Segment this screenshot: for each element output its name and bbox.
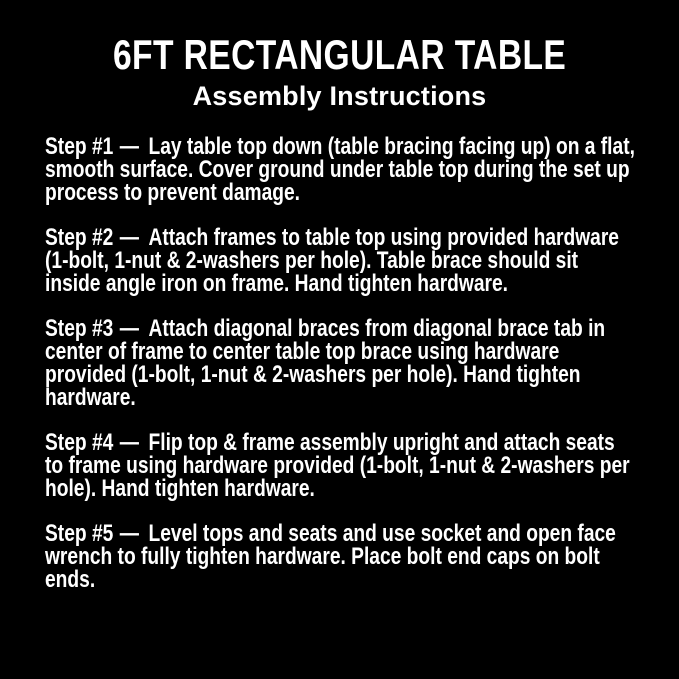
step-5-dash: — bbox=[119, 520, 139, 547]
step-2-dash: — bbox=[119, 224, 139, 251]
step-5-label: Step #5 bbox=[45, 520, 114, 547]
step-3 bbox=[45, 317, 637, 409]
step-3-label: Step #3 bbox=[45, 315, 114, 342]
step-4-dash: — bbox=[119, 429, 139, 456]
step-1-label: Step #1 bbox=[45, 133, 114, 160]
step-4-label: Step #4 bbox=[45, 429, 114, 456]
step-1-text: Lay table top down (table bracing facing up) on a flat, smooth surface. Cover ground under table top during the set up process to prevent damage. bbox=[45, 133, 635, 206]
step-3-dash: — bbox=[119, 315, 139, 342]
step-1-dash: — bbox=[119, 133, 139, 160]
page-subtitle: Assembly Instructions bbox=[192, 81, 487, 111]
step-5 bbox=[45, 522, 637, 591]
steps-list bbox=[45, 135, 637, 591]
step-3-text: Attach diagonal braces from diagonal brace tab in center of frame to center table top brace using hardware provided (1-bolt, 1-nut & 2-washers per hole). Hand tighten hardware. bbox=[45, 315, 606, 411]
step-4 bbox=[45, 431, 637, 500]
step-1 bbox=[45, 135, 637, 204]
page-title: 6FT RECTANGULAR TABLE bbox=[112, 31, 567, 78]
step-2-text: Attach frames to table top using provided hardware (1-bolt, 1-nut & 2-washers per hole). Table brace should sit inside angle iron on frame. Hand tighten hardware. bbox=[45, 224, 619, 297]
header bbox=[0, 0, 679, 111]
title-wrap bbox=[0, 33, 679, 77]
step-4-text: Flip top & frame assembly upright and attach seats to frame using hardware provided (1-bolt, 1-nut & 2-washers per hole). Hand tighten hardware. bbox=[45, 429, 630, 502]
step-2-label: Step #2 bbox=[45, 224, 114, 251]
step-5-text: Level tops and seats and use socket and open face wrench to fully tighten hardware. Place bolt end caps on bolt ends. bbox=[45, 520, 616, 593]
step-2 bbox=[45, 226, 637, 295]
